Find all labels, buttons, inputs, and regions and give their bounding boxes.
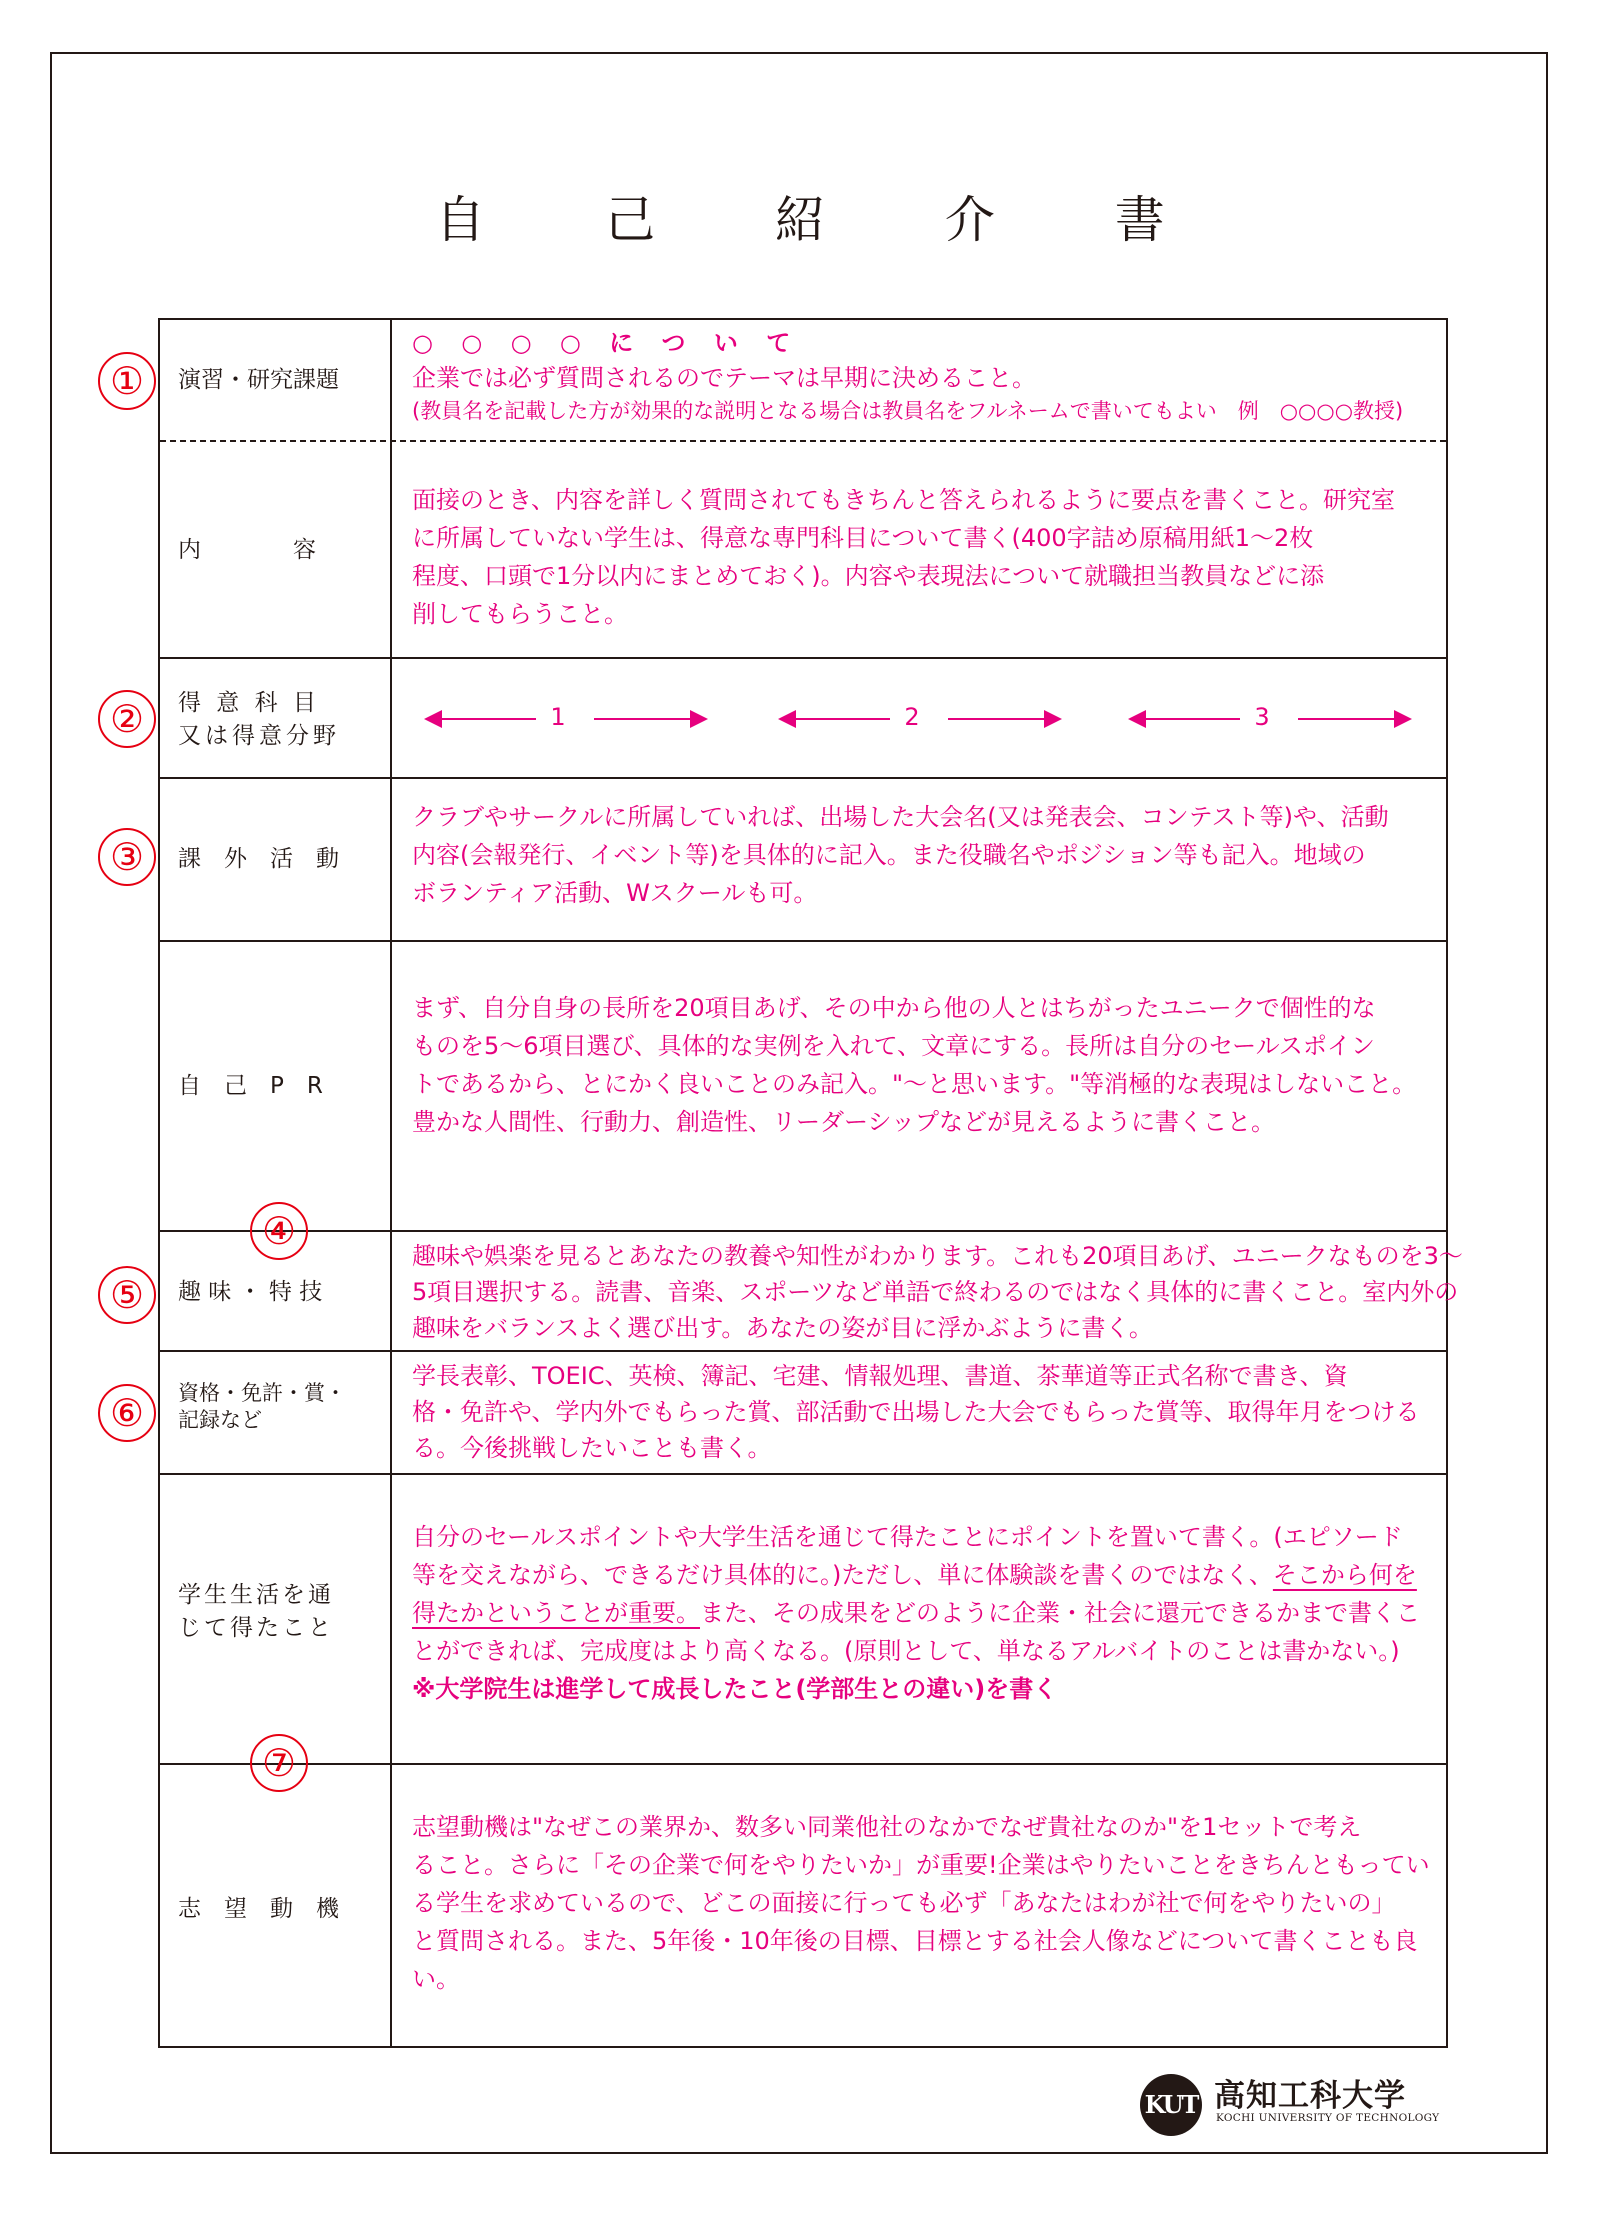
research-line-2: 企業では必ず質問されるのでテーマは早期に決めること。 bbox=[412, 363, 1036, 392]
extracurricular-line-2: 内容(会報発行、イベント等)を具体的に記入。また役職名やポジション等も記入。地域の bbox=[412, 840, 1366, 869]
content-hobbies bbox=[412, 1238, 1463, 1346]
hobbies-line-3: 趣味をバランスよく選び出す。あなたの姿が目に浮かぶように書く。 bbox=[412, 1314, 1153, 1342]
circle-number-3: ③ bbox=[98, 828, 156, 886]
label-qualifications-line-2: 記録など bbox=[178, 1408, 262, 1433]
column-divider bbox=[390, 1232, 392, 1350]
row-research bbox=[160, 320, 1446, 442]
student-life-line-1: 自分のセールスポイントや大学生活を通じて得たことにポイントを置いて書く。(エピソード bbox=[412, 1523, 1403, 1551]
kut-emblem-icon: KUT bbox=[1140, 2074, 1202, 2136]
motivation-line-5: い。 bbox=[412, 1964, 460, 1993]
content-student-life bbox=[412, 1519, 1428, 1709]
circle-number-1: ① bbox=[98, 352, 156, 410]
column-divider bbox=[390, 779, 392, 940]
arrow-line bbox=[1298, 718, 1396, 720]
arrow-right-head bbox=[1044, 710, 1062, 728]
university-logo bbox=[1140, 2068, 1440, 2138]
student-life-line-4: とができれば、完成度はより高くなる。(原則として、単なるアルバイトのことは書かない。) bbox=[412, 1636, 1400, 1665]
hobbies-line-2: 5項目選択する。読書、音楽、スポーツなど単語で終わるのではなく具体的に書くこと。室内外の bbox=[412, 1278, 1459, 1306]
label-motivation: 志 望 動 機 bbox=[178, 1896, 339, 1922]
label-research: 演習・研究課題 bbox=[178, 367, 339, 393]
motivation-line-1: 志望動機は"なぜこの業界か、数多い同業他社のなかでなぜ貴社なのか"を1セットで考え bbox=[412, 1813, 1362, 1841]
circle-number-6: ⑥ bbox=[98, 1384, 156, 1442]
motivation-line-2: ること。さらに「その企業で何をやりたいか」が重要!企業はやりたいことをきちんともってい bbox=[412, 1850, 1430, 1879]
row-extracurricular bbox=[160, 779, 1446, 942]
content-self-pr bbox=[412, 990, 1428, 1142]
extracurricular-line-1: クラブやサークルに所属していれば、出場した大会名(又は発表会、コンテスト等)や、活動 bbox=[412, 803, 1389, 831]
student-life-emphasis-2: 得たかということが重要。 bbox=[412, 1598, 700, 1627]
row-subjects bbox=[160, 659, 1446, 779]
label-student-life-line-1: 学生生活を通 bbox=[178, 1582, 334, 1608]
self-pr-line-2: ものを5〜6項目選び、具体的な実例を入れて、文章にする。長所は自分のセールスポイン bbox=[412, 1031, 1375, 1060]
subject-arrow-3 bbox=[1128, 659, 1428, 777]
circle-number-4: ④ bbox=[250, 1202, 308, 1260]
row-hobbies bbox=[160, 1232, 1463, 1352]
row-motivation bbox=[160, 1765, 1446, 2048]
column-divider bbox=[390, 1475, 392, 1763]
document-title: 自 己 紹 介 書 bbox=[435, 191, 1217, 249]
self-pr-line-3: トであるから、とにかく良いことのみ記入。"〜と思います。"等消極的な表現はしないこと。 bbox=[412, 1069, 1417, 1098]
content-content bbox=[412, 482, 1428, 634]
content-extracurricular bbox=[412, 799, 1428, 913]
arrow-right-head bbox=[690, 710, 708, 728]
motivation-line-3: る学生を求めているので、どこの面接に行っても必ず「あなたはわが社で何をやりたいの」 bbox=[412, 1888, 1396, 1917]
arrow-line bbox=[794, 718, 890, 720]
qualifications-line-3: る。今後挑戦したいことも書く。 bbox=[412, 1434, 772, 1462]
subject-number-1: 1 bbox=[550, 703, 566, 731]
row-content bbox=[160, 442, 1446, 659]
arrow-line bbox=[440, 718, 536, 720]
student-life-line-3 bbox=[412, 1595, 1428, 1633]
content-line-2: に所属していない学生は、得意な専門科目について書く(400字詰め原稿用紙1〜2枚 bbox=[412, 523, 1314, 552]
arrow-line bbox=[948, 718, 1046, 720]
label-subjects bbox=[178, 687, 388, 754]
label-extracurricular: 課 外 活 動 bbox=[178, 846, 339, 872]
content-motivation bbox=[412, 1809, 1428, 1999]
label-qualifications-line-1: 資格・免許・賞・ bbox=[178, 1381, 346, 1405]
row-student-life bbox=[160, 1475, 1446, 1765]
label-self-pr: 自 己 P R bbox=[178, 1073, 323, 1099]
circle-number-2: ② bbox=[98, 690, 156, 748]
column-divider bbox=[390, 1352, 392, 1473]
label-student-life bbox=[178, 1579, 388, 1646]
label-student-life-line-2: じて得たこと bbox=[178, 1615, 334, 1642]
content-line-4: 削してもらうこと。 bbox=[412, 599, 628, 628]
student-life-note: ※大学院生は進学して成長したこと(学部生との違い)を書く bbox=[412, 1674, 1058, 1703]
arrow-right-head bbox=[1394, 710, 1412, 728]
qualifications-line-2: 格・免許や、学内外でもらった賞、部活動で出場した大会でもらった賞等、取得年月をつける bbox=[412, 1398, 1420, 1426]
research-line-3: (教員名を記載した方が効果的な説明となる場合は教員名をフルネームで書いてもよい 例 ○○○○教授) bbox=[412, 398, 1404, 423]
content-line-1: 面接のとき、内容を詳しく質問されてもきちんと答えられるように要点を書くこと。研究室 bbox=[412, 486, 1396, 514]
extracurricular-line-3: ボランティア活動、Wスクールも可。 bbox=[412, 878, 818, 907]
student-life-line-2 bbox=[412, 1557, 1428, 1595]
subject-number-3: 3 bbox=[1254, 703, 1270, 731]
row-self-pr bbox=[160, 942, 1446, 1232]
column-divider bbox=[390, 942, 392, 1230]
label-content: 内 容 bbox=[178, 537, 316, 563]
motivation-line-4: と質問される。また、5年後・10年後の目標、目標とする社会人像などについて書くことも良 bbox=[412, 1926, 1418, 1955]
label-qualifications bbox=[178, 1380, 388, 1435]
label-hobbies: 趣 味 ・ 特 技 bbox=[178, 1279, 323, 1305]
research-theme-heading: ○ ○ ○ ○ に つ い て bbox=[412, 329, 801, 357]
row-qualifications bbox=[160, 1352, 1446, 1475]
self-pr-line-1: まず、自分自身の長所を20項目あげ、その中から他の人とはちがったユニークで個性的な bbox=[412, 994, 1376, 1022]
qualifications-line-1: 学長表彰、TOEIC、英検、簿記、宅建、情報処理、書道、茶華道等正式名称で書き、資 bbox=[412, 1362, 1348, 1390]
column-divider bbox=[390, 659, 392, 777]
subject-arrow-1 bbox=[424, 659, 724, 777]
circle-number-5: ⑤ bbox=[98, 1266, 156, 1324]
content-line-3: 程度、口頭で1分以内にまとめておく)。内容や表現法について就職担当教員などに添 bbox=[412, 561, 1325, 590]
university-name: 高知工科大学 bbox=[1214, 2078, 1406, 2114]
arrow-line bbox=[594, 718, 692, 720]
university-name-english: KOCHI UNIVERSITY OF TECHNOLOGY bbox=[1216, 2112, 1440, 2124]
circle-number-7: ⑦ bbox=[250, 1734, 308, 1792]
student-life-line-2a: 等を交えながら、できるだけ具体的に。)ただし、単に体験談を書くのではなく、 bbox=[412, 1560, 1273, 1589]
column-divider bbox=[390, 1765, 392, 2048]
subject-number-2: 2 bbox=[904, 703, 920, 731]
column-divider bbox=[390, 442, 392, 657]
content-research bbox=[412, 326, 1428, 426]
student-life-line-3b: また、その成果をどのように企業・社会に還元できるかまで書くこ bbox=[700, 1598, 1420, 1627]
hobbies-line-1: 趣味や娯楽を見るとあなたの教養や知性がわかります。これも20項目あげ、ユニークなものを3〜 bbox=[412, 1242, 1463, 1270]
student-life-emphasis-1: そこから何を bbox=[1272, 1560, 1417, 1589]
label-subjects-line-2: 又は得意分野 bbox=[178, 723, 340, 750]
content-qualifications bbox=[412, 1358, 1428, 1466]
arrow-line bbox=[1144, 718, 1240, 720]
self-introduction-form bbox=[158, 318, 1463, 2048]
self-pr-line-4: 豊かな人間性、行動力、創造性、リーダーシップなどが見えるように書くこと。 bbox=[412, 1107, 1276, 1136]
subject-arrow-2 bbox=[778, 659, 1078, 777]
label-subjects-line-1: 得 意 科 目 bbox=[178, 690, 320, 716]
column-divider bbox=[390, 320, 392, 440]
